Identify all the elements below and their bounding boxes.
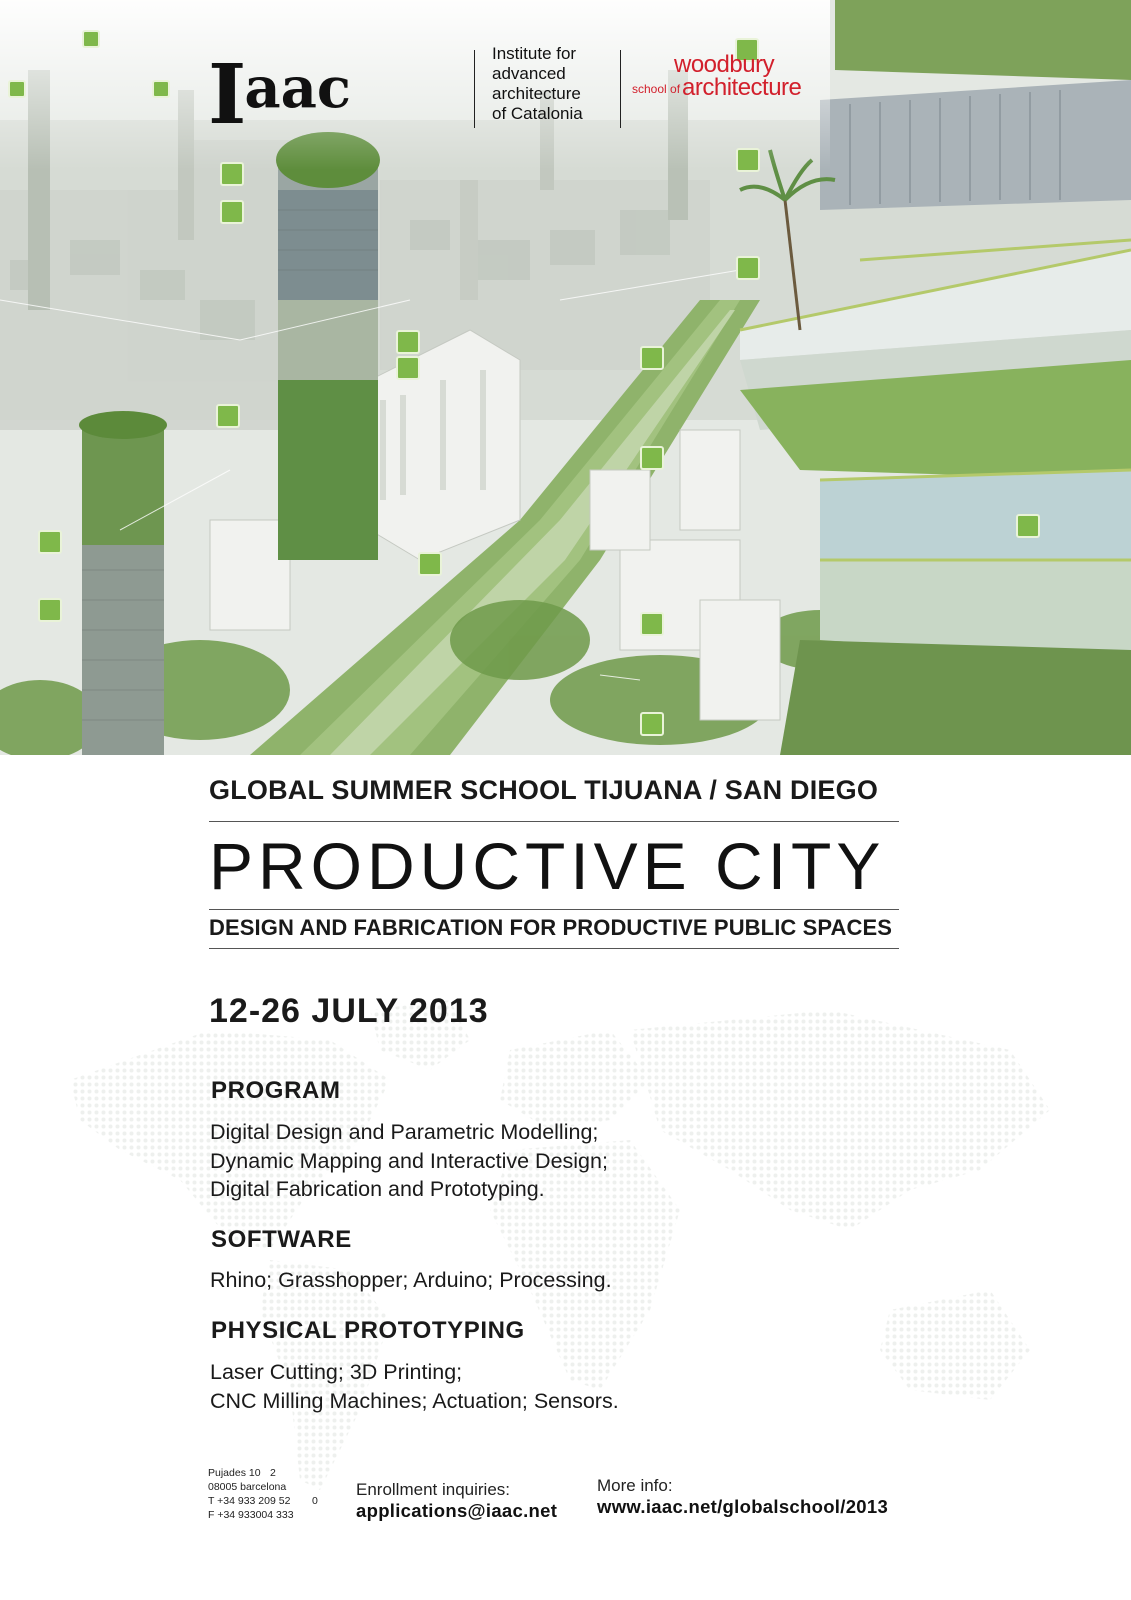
institute-line: architecture [492,84,581,103]
more-info-label: More info: [597,1476,673,1495]
recycle-icon [640,346,664,370]
woodbury-school-of: school of [632,82,681,96]
page-subtitle: DESIGN AND FABRICATION FOR PRODUCTIVE PUBLIC SPACES [209,915,893,940]
institute-line: of Catalonia [492,104,583,123]
water-drop-icon [8,80,26,98]
iaac-logo: $I^{aac}$ [208,47,352,143]
section-heading-prototyping: PHYSICAL PROTOTYPING [211,1317,525,1344]
water-drop-icon [396,356,420,380]
section-heading-program: PROGRAM [211,1077,341,1104]
lightbulb-icon [736,148,760,172]
more-info-block [597,1476,927,1518]
enrollment-label: Enrollment inquiries: [356,1480,511,1499]
section-body-program [210,1118,770,1204]
enrollment-block [356,1480,596,1522]
woodbury-logo [632,52,832,122]
logo-block [208,44,828,143]
leaf-icon [220,162,244,186]
woodbury-name: woodbury [674,51,775,78]
logo-divider [474,50,475,128]
address-extra: 2 [270,1467,276,1479]
address-extra: 0 [312,1495,318,1507]
prototyping-line: CNC Milling Machines; Actuation; Sensors. [210,1388,619,1413]
title-rule-bottom [209,948,899,949]
leaf-icon [418,552,442,576]
program-line: Digital Fabrication and Prototyping. [210,1177,545,1201]
fax-line: F +34 933004 333 [208,1509,294,1521]
phone-line: T +34 933 209 52 [208,1495,291,1507]
software-line: Rhino; Grasshopper; Arduino; Processing. [210,1268,612,1292]
section-body-prototyping [210,1358,770,1415]
event-heading: GLOBAL SUMMER SCHOOL TIJUANA / SAN DIEGO [209,775,879,805]
prototyping-line: Laser Cutting; 3D Printing; [210,1360,463,1384]
lightbulb-icon [220,200,244,224]
section-body-software [210,1266,770,1295]
wave-icon [1016,514,1040,538]
event-dates: 12-26 JULY 2013 [209,992,489,1030]
institute-line: Institute for [492,44,577,63]
address-line: 08005 barcelona [208,1481,287,1493]
more-info-url-link[interactable]: www.iaac.net/globalschool/2013 [597,1496,889,1517]
institute-name [492,44,622,124]
leaf-icon [38,598,62,622]
section-heading-software: SOFTWARE [211,1226,352,1253]
woodbury-architecture: architecture [682,74,802,101]
water-drop-icon [152,80,170,98]
recycle-icon [640,712,664,736]
leaf-icon [736,256,760,280]
logo-divider [620,50,621,128]
address-line: Pujades 10 [208,1467,261,1479]
water-drop-icon [640,612,664,636]
address-block [208,1466,348,1522]
institute-line: advanced [492,64,566,83]
wave-icon [82,30,100,48]
program-line: Digital Design and Parametric Modelling; [210,1120,599,1144]
title-rule-top [209,821,899,822]
page-title: PRODUCTIVE CITY [209,829,886,903]
enrollment-email-link[interactable]: applications@iaac.net [356,1500,558,1521]
recycle-icon [396,330,420,354]
lightbulb-icon [38,530,62,554]
program-line: Dynamic Mapping and Interactive Design; [210,1148,608,1173]
leaf-icon [216,404,240,428]
leaf-icon [640,446,664,470]
